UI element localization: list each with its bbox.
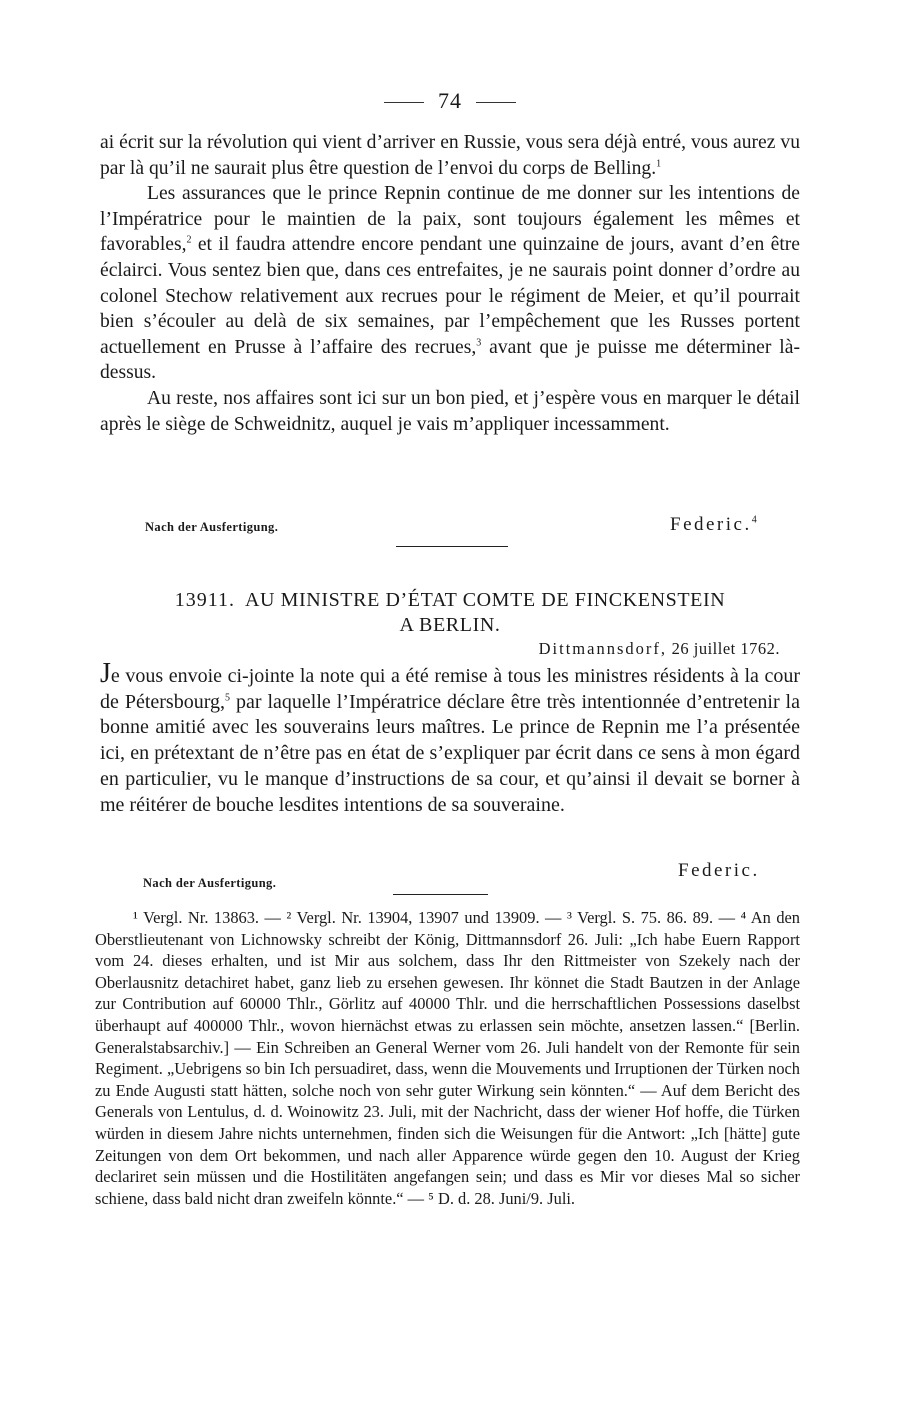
letter-2-place: Dittmannsdorf, — [538, 639, 667, 658]
footnote-marker-3: 3 — [476, 337, 482, 349]
footnotes — [95, 907, 800, 1209]
letter-2-heading-line-1: 13911. AU MINISTRE D’ÉTAT COMTE DE FINCKENSTEIN — [174, 589, 726, 611]
page-number-dash-left — [384, 102, 424, 103]
page-number-header — [0, 88, 900, 114]
letter-2-dateline — [539, 639, 780, 659]
letter-2-signature: Federic. — [678, 860, 760, 881]
letter-2-date: 26 juillet 1762. — [671, 639, 780, 658]
letter-2-initial: J — [100, 658, 111, 689]
letter-1-source-note: Nach der Ausfertigung. — [145, 520, 279, 534]
footnote-marker-1: 1 — [656, 158, 662, 170]
letter-1-paragraph-2: Les assurances que le prince Repnin continue de me donner sur les intentions de l’Impératrice pour le maintien de la paix, sont toujours également les mêmes et favorables,$^2$ et il faudra attendre encore pendant une quinzaine de jours, avant d’en être éclairci. Vous sentez bien que, dans ces entrefaites, je ne saurais point donner d’ordre au colonel Stechow relativement aux recrues pour le régiment de Meier, et qu’il pourrait bien s’écouler au delà de six semaines, par l’empêchement que les Russes portent actuellement en Prusse à l’affaire des recrues,$^3$ avant que je puisse me déterminer là-dessus. — [100, 183, 800, 384]
page-number-dash-right — [476, 102, 516, 103]
letter-2-heading — [100, 588, 800, 638]
letter-2-heading-line-2: A BERLIN. — [399, 614, 501, 636]
letter-1-signature: Federic.$^4$ — [670, 514, 760, 535]
letter-2-number: 13911. — [174, 589, 235, 611]
footnotes-text: ¹ Vergl. Nr. 13863. — ² Vergl. Nr. 13904, 13907 und 13909. — ³ Vergl. S. 75. 86. 89. — ⁴ An den Oberstlieutenant von Lichnowsky schreibt der König, Dittmannsdorf 26. Juli: „Ich habe Euern Rapport vom 24. dieses erhalten, und ist Mir aus solchem, dass Ihr den Rittmeister von Szekely nach der Oberlausnitz detachiret habet, ganz lieb zu ersehen gewesen. Ihr könnet die Stadt Bautzen in der Anlage zur Contribution auf 60000 Thlr., Görlitz auf 40000 Thlr. und die herrschaftlichen Possessions daselbst überhaupt auf 400000 Thlr., wovon hiernächst etwas zu erlassen sein möchte, ansetzen lassen.“ [Berlin. Generalstabsarchiv.] — Ein Schreiben an General Werner vom 26. Juli handelt von der Remonte für sein Regiment. „Uebrigens so bin Ich persuadiret, dass, wenn die Mouvements und Irruptionen der Türken noch zu Ende Augusti statt hätten, solche noch von sehr guter Wirkung sein könnten.“ — Auf dem Bericht des Generals von Lentulus, d. d. Woinowitz 23. Juli, mit der Nachricht, dass der wiener Hof hoffe, die Türken würden in diesem Jahre nichts unternehmen, finden sich die Weisungen für die Antwort: „Ich [hätte] gute Zeitungen von dem Ort bekommen, und nach aller Apparence würde gegen den 10. August der Krieg declariret sein müssen und die Hostilitäten angefangen sein; und dass es Mir vor dieses Mal so sicher schiene, dass bald nicht dran zweifeln könnte.“ — ⁵ D. d. 28. Juni/9. Juli. — [95, 908, 800, 1208]
section-divider-1 — [396, 546, 508, 547]
letter-2-paragraph: Je vous envoie ci-jointe la note qui a été remise à tous les ministres résidents à la cour de Pétersbourg,$^5$ par laquelle l’Impératrice déclare être très intentionnée d’entretenir la bonne amitié avec les souverains leurs maîtres. Le prince de Repnin me l’a présentée ici, en prétextant de n’être pas en état de s’expliquer par écrit dans ce sens à mon égard en particulier, vu le manque d’instructions de sa cour, et qu’ainsi il devait se borner à me réitérer de bouche lesdites intentions de sa souveraine. — [100, 658, 800, 816]
letter-1-paragraph-3: Au reste, nos affaires sont ici sur un bon pied, et j’espère vous en marquer le détail après le siège de Schweidnitz, auquel je vais m’appliquer incessamment. — [100, 387, 800, 435]
letter-1-paragraph-1: ai écrit sur la révolution qui vient d’arriver en Russie, vous sera déjà entré, vous aurez vu par là qu’il ne saurait plus être question de l’envoi du corps de Belling.$^1$ — [100, 132, 800, 179]
letter-2-body — [100, 658, 800, 818]
letter-1-body — [100, 130, 800, 437]
page-number: 74 — [438, 88, 462, 113]
section-divider-2 — [393, 894, 488, 895]
letter-2-source-note: Nach der Ausfertigung. — [143, 876, 277, 890]
footnote-marker-2: 2 — [186, 234, 192, 246]
footnote-marker-5: 5 — [225, 692, 231, 704]
footnote-marker-4: 4 — [751, 514, 760, 526]
